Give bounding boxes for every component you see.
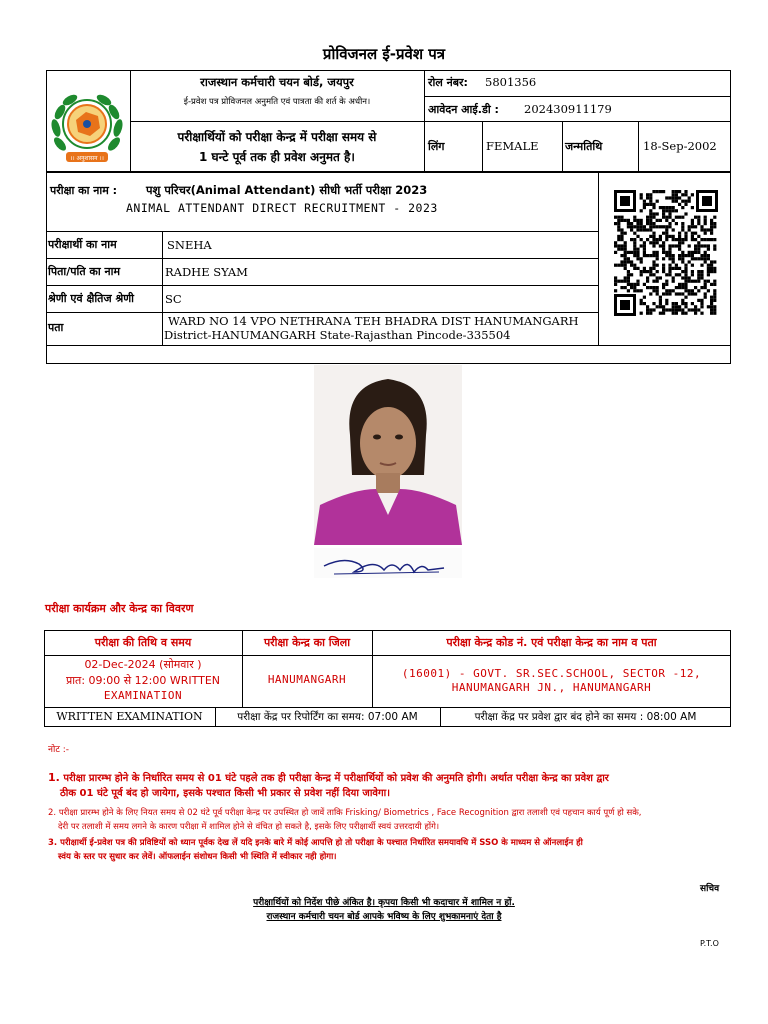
category-value: SC bbox=[165, 292, 182, 306]
notes-label: नोट :- bbox=[48, 745, 70, 755]
address-line2: District-HANUMANGARH State-Rajasthan Pincode-335504 bbox=[164, 328, 511, 342]
note-3-line2: स्वंय के स्तर पर सुधार कर लेवें। ऑफलाईन संशोधन किसी भी स्थिति में स्वीकार नही होगा। bbox=[58, 852, 337, 862]
rssb-logo bbox=[46, 86, 128, 168]
father-name-label: पिता/पति का नाम bbox=[48, 265, 121, 278]
address-label: पता bbox=[48, 321, 64, 334]
exam-date: 02-Dec-2024 (सोमवार ) bbox=[84, 658, 202, 671]
gender-label: लिंग bbox=[428, 140, 445, 153]
note-3-number: 3. bbox=[48, 838, 58, 848]
exam-centre-line1: (16001) - GOVT. SR.SEC.SCHOOL, SECTOR -12, bbox=[401, 667, 702, 680]
schedule-header-district: परीक्षा केन्द्र का जिला bbox=[263, 636, 351, 649]
exam-centre-line2: HANUMANGARH JN., HANUMANGARH bbox=[451, 681, 652, 694]
board-name: राजस्थान कर्मचारी चयन बोर्ड, जयपुर bbox=[200, 75, 354, 89]
roll-number-value: 5801356 bbox=[485, 75, 537, 89]
father-name-value: RADHE SYAM bbox=[165, 265, 248, 279]
note-2-line2: देरी पर तलाशी में समय लगने के कारण परीक्षा में शामिल होने से वंचित हो सकते है, इसके लिए परीक्षार्थी स्वयं उत्तरदायी होंगे। bbox=[58, 822, 440, 832]
application-id-value: 202430911179 bbox=[524, 102, 612, 116]
schedule-header-centre: परीक्षा केन्द्र कोड नं. एवं परीक्षा केन्द्र का नाम व पता bbox=[446, 636, 657, 649]
application-id-label: आवेदन आई.डी : bbox=[428, 103, 499, 116]
exam-type-line: EXAMINATION bbox=[103, 689, 183, 702]
note-3 bbox=[48, 836, 728, 864]
exam-name-english: ANIMAL ATTENDANT DIRECT RECRUITMENT - 2023 bbox=[126, 201, 438, 215]
dob-label: जन्मतिथि bbox=[565, 140, 603, 153]
secretary-label: सचिव bbox=[700, 884, 720, 894]
signature bbox=[314, 548, 462, 578]
entry-notice-line2: 1 घन्टे पूर्व तक ही प्रवेश अनुमत है। bbox=[199, 150, 355, 164]
note-2 bbox=[48, 806, 728, 834]
roll-number-label: रोल नंबर: bbox=[428, 76, 468, 89]
candidate-photo bbox=[314, 365, 462, 545]
entry-notice-line1: परीक्षार्थियों को परीक्षा केन्द्र में परीक्षा समय से bbox=[177, 130, 377, 144]
qr-code bbox=[614, 190, 718, 316]
note-3-line1: परीक्षार्थी ई-प्रवेश पत्र की प्रविष्टियों को ध्यान पूर्वक देख लें यदि इनके बारे में कोई आपत्ति हो तो परीक्षा के पश्चात निर्धारित समयावधि में SSO के माध्यम से ऑनलाईन ही bbox=[60, 838, 583, 848]
reporting-time: परीक्षा केंद्र पर रिपोर्टिंग का समय: 07:00 AM bbox=[237, 711, 418, 723]
footer-instruction-line1: परीक्षार्थियों को निर्देश पीछे अंकित है। कृपया किसी भी कदाचार में शामिल न हों. bbox=[253, 898, 515, 908]
gate-close-time: परीक्षा केंद्र पर प्रवेश द्वार बंद होने का समय : 08:00 AM bbox=[474, 711, 697, 723]
note-1-line1: परीक्षा प्रारम्भ होने के निर्धारित समय से 01 घंटे पहले तक ही परीक्षा केन्द्र में परीक्षार्थियों को प्रवेश की अनुमति होगी। अर्थात परीक्षा केन्द्र का प्रवेश द्वार bbox=[63, 773, 609, 784]
schedule-header-date: परीक्षा की तिथि व समय bbox=[94, 636, 192, 649]
note-1-line2: ठीक 01 घंटे पूर्व बंद हो जायेगा, इसके पश्चात किसी भी प्रकार से प्रवेश नहीं दिया जावेगा। bbox=[60, 788, 390, 799]
category-label: श्रेणी एवं क्षैतिज श्रेणी bbox=[48, 292, 135, 305]
exam-name-label: परीक्षा का नाम : bbox=[50, 184, 118, 197]
page-title: प्रोविजनल ई-प्रवेश पत्र bbox=[322, 45, 446, 63]
note-2-line1: परीक्षा प्रारम्भ होने के लिए नियत समय से 02 घंटे पूर्व परीक्षा केन्द्र पर उपस्थित हो जावें ताकि Frisking/ Biometrics , Face Recognition द्वारा तलाशी एवं पहचान कार्य पूर्ण हो सके, bbox=[58, 808, 642, 818]
gender-value: FEMALE bbox=[486, 139, 539, 153]
written-exam-label: WRITTEN EXAMINATION bbox=[56, 710, 203, 723]
note-1 bbox=[48, 770, 728, 801]
logo-motto: ।। अनुशासन ।। bbox=[70, 155, 104, 162]
note-2-number: 2. bbox=[48, 808, 57, 818]
exam-time: प्रात: 09:00 से 12:00 WRITTEN bbox=[65, 674, 221, 687]
note-1-number: 1. bbox=[48, 771, 60, 784]
candidate-name-label: परीक्षार्थी का नाम bbox=[48, 238, 117, 251]
exam-name-hindi: पशु परिचर(Animal Attendant) सीधी भर्ती परीक्षा 2023 bbox=[146, 183, 428, 197]
address-line1: WARD NO 14 VPO NETHRANA TEH BHADRA DIST HANUMANGARH bbox=[168, 314, 579, 328]
pto-label: P.T.O bbox=[700, 939, 719, 948]
schedule-section-title: परीक्षा कार्यक्रम और केन्द्र का विवरण bbox=[45, 602, 194, 615]
board-subtitle: ई-प्रवेश पत्र प्रोविजनल अनुमति एवं पात्रता की शर्त के अधीन। bbox=[183, 97, 371, 107]
footer-instruction-line2: राजस्थान कर्मचारी चयन बोर्ड आपके भविष्य के लिए शुभकामनाएं देता है bbox=[266, 912, 502, 922]
dob-value: 18-Sep-2002 bbox=[643, 139, 717, 153]
exam-district: HANUMANGARH bbox=[267, 673, 347, 686]
candidate-name-value: SNEHA bbox=[167, 238, 212, 252]
